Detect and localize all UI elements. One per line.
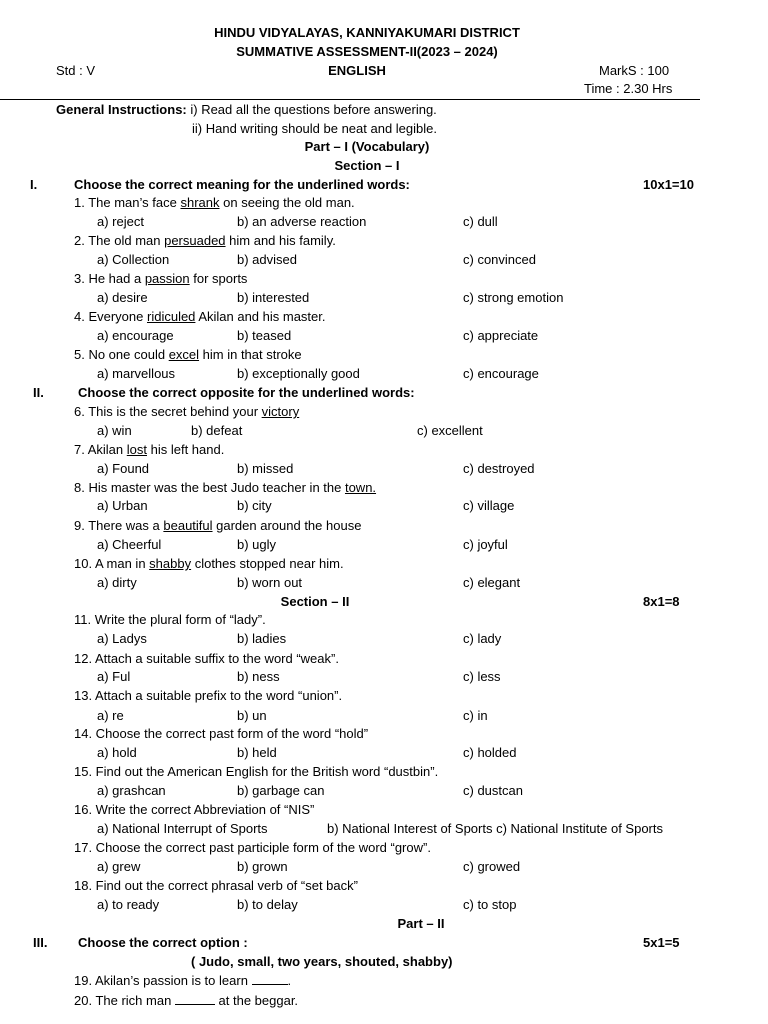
q2-number: II.	[33, 385, 44, 400]
q2-title: Choose the correct opposite for the underlined words:	[78, 385, 415, 400]
question-10: 10. A man in shabby clothes stopped near him.	[74, 556, 344, 571]
q17-option-c: c) growed	[463, 859, 521, 874]
q8-option-c: c) village	[463, 498, 515, 513]
q13-option-b: b) un	[237, 708, 267, 723]
q1-option-c: c) dull	[463, 214, 498, 229]
q4-option-a: a) encourage	[97, 328, 174, 343]
q3-title: Choose the correct option :	[78, 935, 248, 950]
q1-option-b: b) an adverse reaction	[237, 214, 367, 229]
std-label: Std : V	[56, 63, 96, 78]
question-18: 18. Find out the correct phrasal verb of “set back”	[74, 878, 358, 893]
q3-option-a: a) desire	[97, 290, 148, 305]
q4-option-b: b) teased	[237, 328, 292, 343]
q16-option-a: a) National Interrupt of Sports	[97, 821, 268, 836]
question-19: 19. Akilan’s passion is to learn .	[74, 973, 292, 988]
q3-marks: 5x1=5	[643, 935, 680, 950]
q3-option-b: b) interested	[237, 290, 310, 305]
question-15: 15. Find out the American English for the British word “dustbin”.	[74, 764, 439, 779]
q5-option-a: a) marvellous	[97, 366, 176, 381]
question-8: 8. His master was the best Judo teacher in the town.	[74, 480, 377, 495]
q14-option-b: b) held	[237, 745, 277, 760]
time-label: Time : 2.30 Hrs	[584, 81, 673, 96]
q15-option-b: b) garbage can	[237, 783, 325, 798]
q8-option-b: b) city	[237, 498, 272, 513]
q3-options: ( Judo, small, two years, shouted, shabby)	[191, 954, 453, 969]
q3-option-c: c) strong emotion	[463, 290, 564, 305]
q17-option-b: b) grown	[237, 859, 288, 874]
q18-option-b: b) to delay	[237, 897, 298, 912]
q13-option-c: c) in	[463, 708, 488, 723]
question-12: 12. Attach a suitable suffix to the word “weak”.	[74, 651, 339, 666]
marks-label: MarkS : 100	[599, 63, 670, 78]
q1-marks: 10x1=10	[643, 177, 694, 192]
question-13: 13. Attach a suitable prefix to the word “union”.	[74, 688, 343, 703]
question-11: 11. Write the plural form of “lady”.	[74, 612, 266, 627]
q3-number: III.	[33, 935, 48, 950]
question-3: 3. He had a passion for sports	[74, 271, 248, 286]
section1-title: Section – I	[334, 158, 400, 173]
question-16: 16. Write the correct Abbreviation of “NIS”	[74, 802, 315, 817]
q6-option-a: a) win	[97, 423, 132, 438]
q7-option-b: b) missed	[237, 461, 294, 476]
q12-option-b: b) ness	[237, 669, 280, 684]
q5-option-b: b) exceptionally good	[237, 366, 360, 381]
q14-option-a: a) hold	[97, 745, 137, 760]
q12-option-c: c) less	[463, 669, 501, 684]
q2-option-c: c) convinced	[463, 252, 536, 267]
q15-option-a: a) grashcan	[97, 783, 166, 798]
header-rule	[0, 99, 700, 100]
q5-option-c: c) encourage	[463, 366, 539, 381]
q10-option-a: a) dirty	[97, 575, 137, 590]
q14-option-c: c) holded	[463, 745, 517, 760]
question-7: 7. Akilan lost his left hand.	[74, 442, 225, 457]
q10-option-b: b) worn out	[237, 575, 303, 590]
q12-option-a: a) Ful	[97, 669, 131, 684]
question-1: 1. The man’s face shrank on seeing the old man.	[74, 195, 355, 210]
q13-option-a: a) re	[97, 708, 124, 723]
q9-option-b: b) ugly	[237, 537, 277, 552]
subject-label: ENGLISH	[328, 63, 386, 78]
q7-option-c: c) destroyed	[463, 461, 535, 476]
q11-option-a: a) Ladys	[97, 631, 147, 646]
question-4: 4. Everyone ridiculed Akilan and his master.	[74, 309, 326, 324]
q7-option-a: a) Found	[97, 461, 150, 476]
q1-title: Choose the correct meaning for the underlined words:	[74, 177, 410, 192]
section2-marks: 8x1=8	[643, 594, 680, 609]
q4-option-c: c) appreciate	[463, 328, 539, 343]
general-instructions	[56, 102, 437, 118]
question-5: 5. No one could excel him in that stroke	[74, 347, 302, 362]
q18-option-a: a) to ready	[97, 897, 160, 912]
section2-title: Section – II	[280, 594, 350, 609]
question-9: 9. There was a beautiful garden around the house	[74, 518, 362, 533]
answer-blank[interactable]	[175, 992, 215, 1005]
q11-option-b: b) ladies	[237, 631, 287, 646]
q8-option-a: a) Urban	[97, 498, 148, 513]
part1-title: Part – I (Vocabulary)	[304, 139, 430, 154]
q10-option-c: c) elegant	[463, 575, 521, 590]
instruction-1: i) Read all the questions before answering.	[186, 102, 437, 117]
q1-number: I.	[30, 177, 38, 192]
instructions-label: General Instructions:	[56, 102, 187, 117]
part2-title: Part – II	[397, 916, 445, 931]
school-name: HINDU VIDYALAYAS, KANNIYAKUMARI DISTRICT	[214, 25, 520, 40]
q2-option-b: b) advised	[237, 252, 297, 267]
question-2: 2. The old man persuaded him and his family.	[74, 233, 336, 248]
q17-option-a: a) grew	[97, 859, 141, 874]
instruction-2: ii) Hand writing should be neat and legible.	[192, 121, 437, 136]
question-6: 6. This is the secret behind your victory	[74, 404, 300, 419]
question-14: 14. Choose the correct past form of the word “hold”	[74, 726, 369, 741]
q6-option-b: b) defeat	[191, 423, 243, 438]
q9-option-a: a) Cheerful	[97, 537, 162, 552]
q15-option-c: c) dustcan	[463, 783, 523, 798]
q18-option-c: c) to stop	[463, 897, 517, 912]
q6-option-c: c) excellent	[417, 423, 483, 438]
question-17: 17. Choose the correct past participle form of the word “grow”.	[74, 840, 431, 855]
q1-option-a: a) reject	[97, 214, 144, 229]
question-20: 20. The rich man at the beggar.	[74, 993, 299, 1008]
answer-blank[interactable]	[252, 972, 288, 985]
q2-option-a: a) Collection	[97, 252, 170, 267]
q9-option-c: c) joyful	[463, 537, 508, 552]
q11-option-c: c) lady	[463, 631, 502, 646]
exam-title: SUMMATIVE ASSESSMENT-II(2023 – 2024)	[236, 44, 498, 59]
q16-option-b-c: b) National Interest of Sports c) National Institute of Sports	[327, 821, 663, 836]
